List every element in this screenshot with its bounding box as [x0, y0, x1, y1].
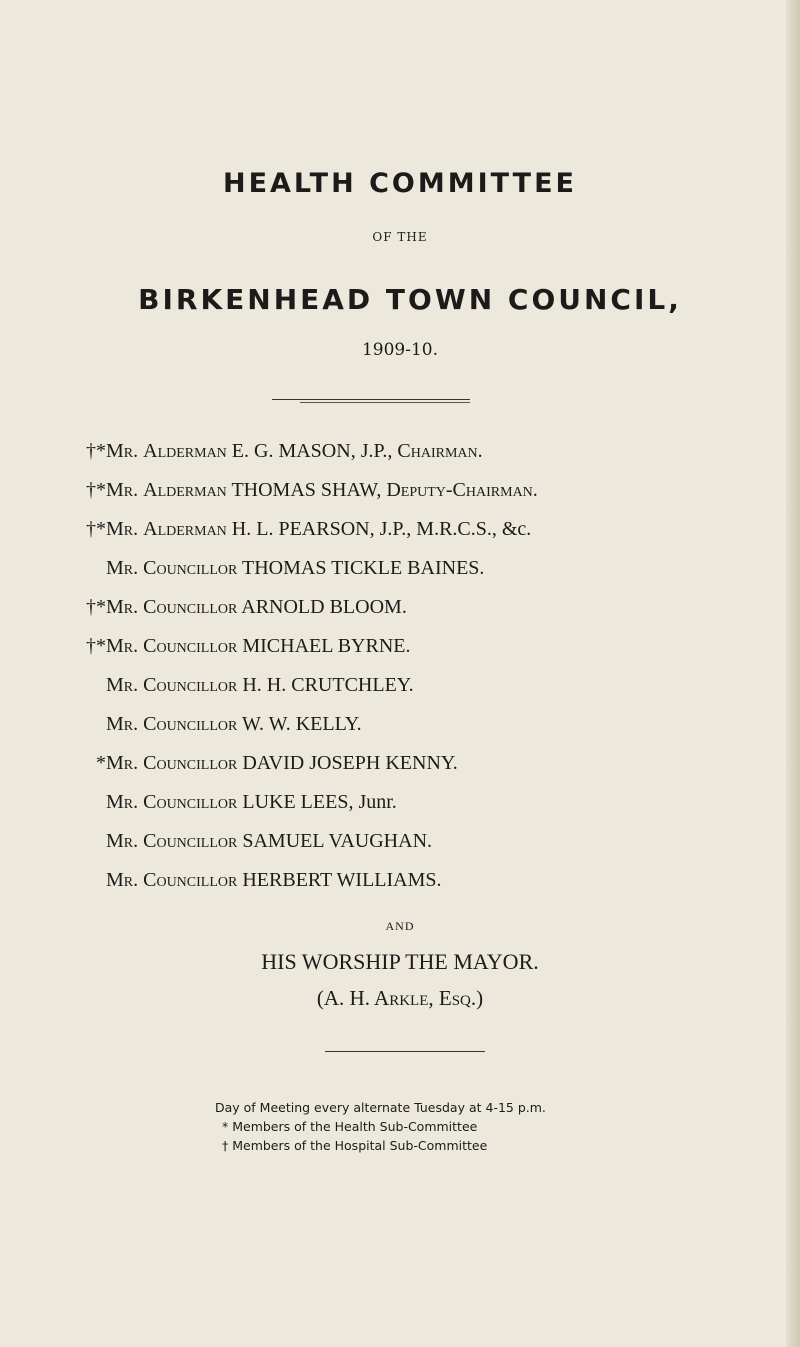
member-mark: †* [86, 440, 106, 462]
member-name: H. L. PEARSON, J.P., M.R.C.S., &c. [231, 518, 532, 540]
member-mark: †* [86, 635, 106, 657]
member-row [0, 674, 800, 713]
member-role: Deputy-Chairman. [386, 479, 538, 501]
member-mark: †* [86, 518, 106, 540]
year-label: 1909-10. [361, 340, 439, 360]
member-name: DAVID JOSEPH KENNY. [242, 752, 458, 774]
member-rank: Councillor [143, 596, 238, 618]
member-name: HERBERT WILLIAMS. [242, 869, 442, 891]
member-row [0, 830, 800, 869]
member-row [0, 440, 800, 479]
member-role: Chairman. [397, 440, 483, 462]
member-title: Mr. [106, 635, 139, 657]
member-row [0, 518, 800, 557]
member-row [0, 635, 800, 674]
member-title: Mr. [106, 479, 139, 501]
member-row [0, 596, 800, 635]
member-title: Mr. [106, 596, 139, 618]
member-rank: Councillor [143, 674, 238, 696]
of-the-label: OF THE [372, 230, 428, 244]
hospital-subcommittee-note: † Members of the Hospital Sub-Committee [222, 1138, 488, 1153]
member-row [0, 752, 800, 791]
member-name: ARNOLD BLOOM. [241, 596, 407, 618]
divider-top [272, 399, 470, 400]
member-rank: Councillor [143, 557, 238, 579]
member-list [0, 440, 800, 908]
meeting-note: Day of Meeting every alternate Tuesday at 4-15 p.m. [215, 1100, 546, 1115]
member-title: Mr. [106, 830, 139, 852]
member-name: H. H. CRUTCHLEY. [242, 674, 414, 696]
member-row [0, 557, 800, 596]
member-rank: Alderman [143, 518, 227, 540]
divider-top-under [300, 402, 470, 403]
member-rank: Councillor [143, 713, 238, 735]
member-rank: Councillor [143, 635, 238, 657]
health-subcommittee-note: * Members of the Health Sub-Committee [222, 1119, 478, 1134]
member-name: LUKE LEES, Junr. [242, 791, 397, 813]
member-title: Mr. [106, 869, 139, 891]
council-title: BIRKENHEAD TOWN COUNCIL, [138, 283, 682, 316]
member-mark: * [96, 752, 106, 774]
member-name: THOMAS TICKLE BAINES. [242, 557, 485, 579]
member-rank: Councillor [143, 869, 238, 891]
and-label: AND [385, 919, 415, 933]
member-title: Mr. [106, 791, 139, 813]
member-name: SAMUEL VAUGHAN. [242, 830, 433, 852]
mayor-name: (A. H. Arkle, Esq.) [316, 986, 484, 1010]
member-name: MICHAEL BYRNE. [242, 635, 411, 657]
member-title: Mr. [106, 518, 139, 540]
mayor-line: HIS WORSHIP THE MAYOR. [261, 949, 539, 974]
committee-title: HEALTH COMMITTEE [223, 168, 577, 199]
member-rank: Alderman [143, 440, 227, 462]
member-mark: †* [86, 479, 106, 501]
member-rank: Alderman [143, 479, 227, 501]
divider-bottom [325, 1051, 485, 1052]
member-title: Mr. [106, 557, 139, 579]
member-title: Mr. [106, 713, 139, 735]
member-mark: †* [86, 596, 106, 618]
member-name: W. W. KELLY. [242, 713, 362, 735]
member-row [0, 713, 800, 752]
member-row [0, 479, 800, 518]
member-rank: Councillor [143, 830, 238, 852]
footnotes [215, 1098, 775, 1155]
member-name: E. G. MASON, J.P., [231, 440, 393, 462]
member-rank: Councillor [143, 752, 238, 774]
member-title: Mr. [106, 440, 139, 462]
member-row [0, 791, 800, 830]
member-title: Mr. [106, 674, 139, 696]
member-name: THOMAS SHAW, [231, 479, 382, 501]
member-row [0, 869, 800, 908]
member-rank: Councillor [143, 791, 238, 813]
member-title: Mr. [106, 752, 139, 774]
